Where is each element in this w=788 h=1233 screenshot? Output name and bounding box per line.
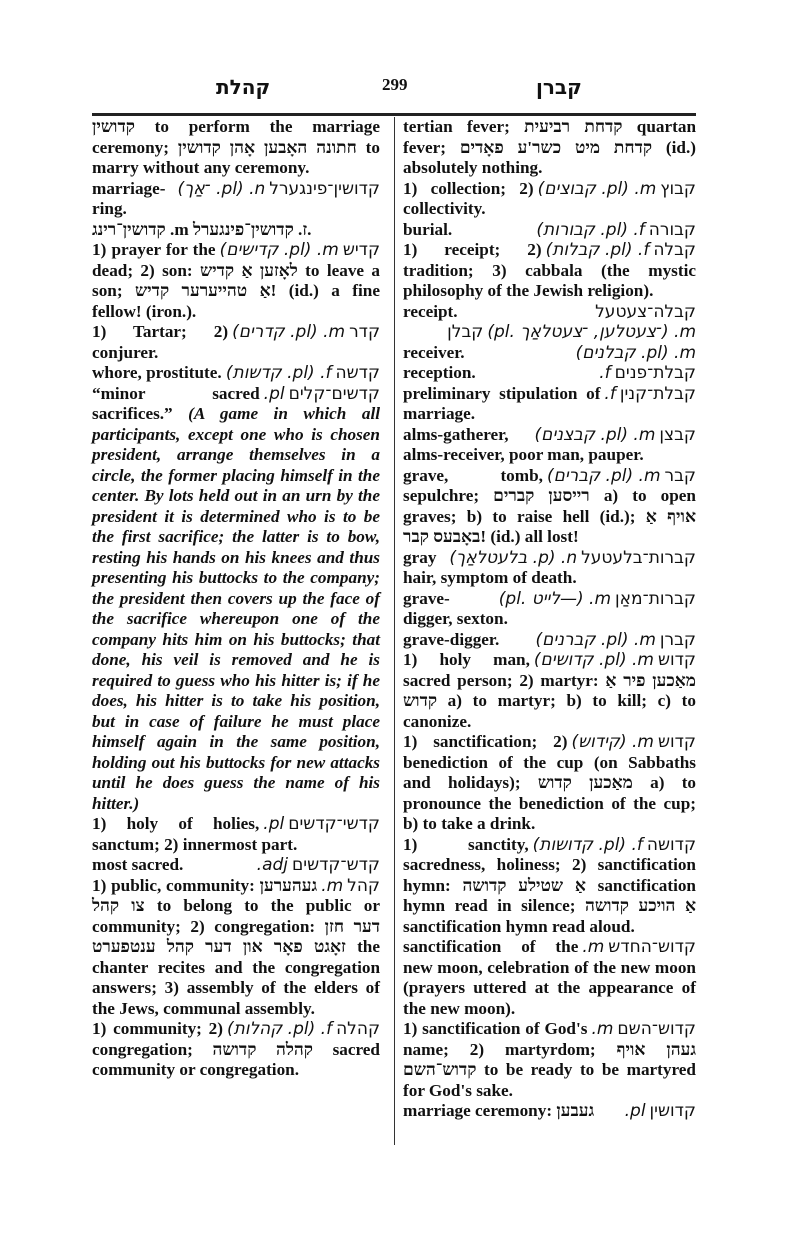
entry-definition: 1) community; 2) congregation; קהלה קדושה sacred community or congregation. <box>92 1019 380 1079</box>
dictionary-entry <box>92 855 380 876</box>
dictionary-entry <box>403 835 696 938</box>
entry-definition: sanctification of the new moon, celebration of the new moon (prayers uttered at the appearance of the new moon). <box>403 937 696 1018</box>
entry-grammar: f. <box>599 363 611 383</box>
entry-grammar: m. (pl. קבלנים) <box>575 342 696 363</box>
dictionary-entry <box>92 876 380 1020</box>
entry-headword: קהלה <box>336 1019 380 1039</box>
dictionary-entry <box>403 1101 696 1122</box>
entry-grammar: m. (־צעטלען, ־צעטלאַך .pl) <box>487 322 696 342</box>
page-number: 299 <box>382 75 408 94</box>
column-divider <box>394 117 395 1145</box>
entry-grammar: f. (pl. קדושות) <box>532 834 643 855</box>
entry-headword: קבורה <box>648 219 696 240</box>
entry-definition: whore, prostitute. <box>92 363 222 382</box>
entry-headword: קדוש <box>657 650 696 670</box>
entry-headword: קבלת־קנין <box>619 383 696 404</box>
dictionary-entry <box>92 814 380 855</box>
entry-definition: marriage-ring. <box>92 178 166 218</box>
entry-grammar: n. (pl. ־אַך) <box>177 178 266 199</box>
entry-headword: קברן <box>659 629 696 650</box>
dictionary-entry <box>403 589 696 630</box>
right-column <box>403 117 696 1122</box>
entry-definition: receiver. <box>403 342 465 362</box>
entry-definition: grave, tomb, sepulchre; רייסען קברים a) to open graves; b) to raise hell (id.); אויף אַ באָבעס קבר! (id.) all lost! <box>403 465 696 546</box>
entry-grammar: m. (pl. קדרים) <box>232 322 346 342</box>
dictionary-entry <box>403 179 696 220</box>
dictionary-entry <box>403 466 696 548</box>
entry-definition: “minor sacred sacrifices.” <box>92 383 260 423</box>
entry-grammar: m. <box>582 937 605 957</box>
entry-grammar: m. (pl. קברים) <box>546 465 661 486</box>
entry-headword: קדושין־פינגערל <box>269 178 380 199</box>
entry-definition: 1) public, community: געהערען צו קהל to belong to the public or community; 2) congregation: דער חזן זאָגט פאָר און דער קהל ענטפערט the chanter recites and the congregation answers; 3) assembly of the elders of the Jews, communal assembly. <box>92 875 381 1018</box>
entry-definition: קדושין־רינג .m ז. קדושין־פינגערל. <box>92 219 312 239</box>
dictionary-entry <box>92 240 380 322</box>
entry-headword: קבלן <box>447 322 484 342</box>
entry-grammar: m. (pl. קדישים) <box>219 240 339 260</box>
dictionary-entry <box>92 117 380 179</box>
entry-headword: קהל <box>347 875 380 896</box>
entry-headword: קבלת־פנים <box>614 363 696 383</box>
entry-grammar: m. <box>591 1019 614 1039</box>
entry-headword: קדוש <box>657 732 696 752</box>
entry-definition: 1) receipt; 2) tradition; 3) cabbala (the mystic philosophy of the Jewish religion). <box>403 240 696 300</box>
entry-headword: קבלה־צעטעל <box>595 301 696 322</box>
entry-definition: 1) holy of holies, sanctum; 2) innermost part. <box>92 814 298 854</box>
entry-headword: קבלה <box>653 240 696 260</box>
entry-grammar: adj. <box>256 855 288 875</box>
entry-definition: 1) holy man, sacred person; 2) martyr: מאַכען פיר אַ קדוש a) to martyr; b) to kill; c) to canonize. <box>403 650 696 731</box>
entry-definition: gray hair, symptom of death. <box>403 547 577 587</box>
header-rule <box>92 113 696 116</box>
entry-definition: קדושין to perform the marriage ceremony; חתונה האָבען אָהן קדושין to marry without any ceremony. <box>92 117 380 177</box>
dictionary-entry <box>403 240 696 302</box>
entry-grammar: pl. <box>263 383 285 404</box>
left-guide-word: קהלת <box>216 75 271 99</box>
entry-grammar: n. (p. בלעטלאַך) <box>449 547 578 568</box>
entry-definition: 1) prayer for the dead; 2) son: לאָזען אַ קדיש to leave a son; אַ טהייערער קדיש! (id.) a fine fellow! (iron.). <box>92 240 380 321</box>
entry-headword: קדשי־קדשים <box>288 814 380 834</box>
entry-definition: 1) collection; 2) collectivity. <box>403 178 534 218</box>
entry-grammar: f. <box>604 383 616 404</box>
entry-definition: 1) sanctity, sacredness, holiness; 2) sanctification hymn: אַ שטילע קדושה sanctification hymn read in silence; אַ הויכע קדושה sanctification hymn read aloud. <box>403 834 697 936</box>
entry-grammar: f. (pl. קבורות) <box>536 219 645 240</box>
entry-grammar: f. (pl. קהלות) <box>227 1019 333 1039</box>
entry-definition: 1) sanctification of God's name; 2) martyrdom; געהן אויף קדוש־השם to be ready to be martyred for God's sake. <box>403 1019 696 1100</box>
entry-definition: preliminary stipulation of marriage. <box>403 383 601 423</box>
dictionary-entry <box>403 1019 696 1101</box>
dictionary-entry <box>403 384 696 425</box>
dictionary-entry <box>403 363 696 384</box>
dictionary-entry <box>403 732 696 835</box>
left-column <box>92 117 380 1081</box>
entry-definition: receipt. <box>403 301 458 321</box>
dictionary-entry <box>403 548 696 589</box>
dictionary-entry <box>92 1019 380 1081</box>
entry-headword: קדשה <box>335 363 380 383</box>
entry-grammar: m. (pl. קבצנים) <box>534 424 656 445</box>
entry-definition: 1) Tartar; 2) conjurer. <box>92 322 229 362</box>
entry-grammar: m. (—לייט .pl) <box>498 588 612 609</box>
entry-definition: alms-gatherer, alms-receiver, poor man, pauper. <box>403 424 644 464</box>
entry-definition: tertian fever; קדחת רביעית quartan fever; קדחת מיט כשר'ע פאָדים (id.) absolutely nothing. <box>403 117 697 177</box>
entry-headword: קדיש <box>342 240 380 260</box>
entry-headword: קדושה <box>646 834 696 855</box>
dictionary-entry <box>92 384 380 815</box>
entry-grammar: f. (pl. קדשות) <box>225 363 332 383</box>
dictionary-entry <box>403 220 696 241</box>
entry-headword: קדוש־השם <box>617 1019 696 1039</box>
entry-grammar: m. (קידוש) <box>571 732 654 752</box>
entry-grammar: pl. <box>624 1101 646 1121</box>
entry-headword: קדש־קדשים <box>292 855 380 875</box>
dictionary-entry <box>92 179 380 220</box>
entry-grammar: m. <box>321 875 344 896</box>
entry-definition: burial. <box>403 219 453 239</box>
entry-headword: קבר <box>664 465 696 486</box>
dictionary-entry <box>92 363 380 384</box>
entry-headword: קברות־מאַן <box>615 588 696 609</box>
dictionary-entry <box>92 220 380 241</box>
entry-headword: קדושין <box>649 1101 696 1121</box>
entry-grammar: m. (pl. קבוצים) <box>537 178 657 199</box>
entry-headword: קדר <box>349 322 380 342</box>
dictionary-entry <box>403 937 696 1019</box>
entry-definition: 1) sanctification; 2) benediction of the cup (on Sabbaths and holidays); מאַכען קדוש a) to pronounce the benediction of the cup; b) to take a drink. <box>403 732 697 833</box>
entry-definition: reception. <box>403 363 476 382</box>
entry-headword: קבצן <box>659 424 696 445</box>
entry-definition: grave-digger, sexton. <box>403 588 508 628</box>
entry-definition: grave-digger. <box>403 629 500 649</box>
entry-headword: קדשים־קלים <box>288 383 380 404</box>
entry-headword: קדוש־החדש <box>608 937 696 957</box>
right-guide-word: קברן <box>536 75 582 99</box>
entry-grammar: pl. <box>263 814 285 834</box>
dictionary-entry <box>403 630 696 651</box>
entry-headword: קברות־בלעטעל <box>581 547 696 568</box>
entry-definition: marriage ceremony: געבען <box>403 1101 595 1120</box>
entry-grammar: f. (pl. קבלות) <box>545 240 650 260</box>
dictionary-entry <box>92 322 380 363</box>
entry-definition: most sacred. <box>92 855 184 874</box>
entry-grammar: m. (pl. קדושים) <box>533 650 654 670</box>
entry-grammar: m. (pl. קברנים) <box>535 629 656 650</box>
dictionary-entry <box>403 650 696 732</box>
dictionary-entry <box>403 117 696 179</box>
page-header <box>92 75 696 115</box>
entry-headword: קבוץ <box>660 178 696 199</box>
dictionary-entry <box>403 425 696 466</box>
entry-note: (A game in which all participants, except one who is chosen president, arrange themselves in a circle, the former placing himself in the center. By lots held out in an urn by the president it is determined who is to be the first sacrifice; the latter is to bow, resting his hands on his knees and thus presenting his buttocks to the company; the president then covers up the face of the sacrifice whereupon one of the company hits him on his buttocks; that done, his veil is removed and he is required to guess who his hitter is; if he does, his hitter is to take his position, but in case of failure he must place himself again in the same position, holding out his buttocks for new attacks until he does guess the name of his hitter.) <box>92 404 381 813</box>
